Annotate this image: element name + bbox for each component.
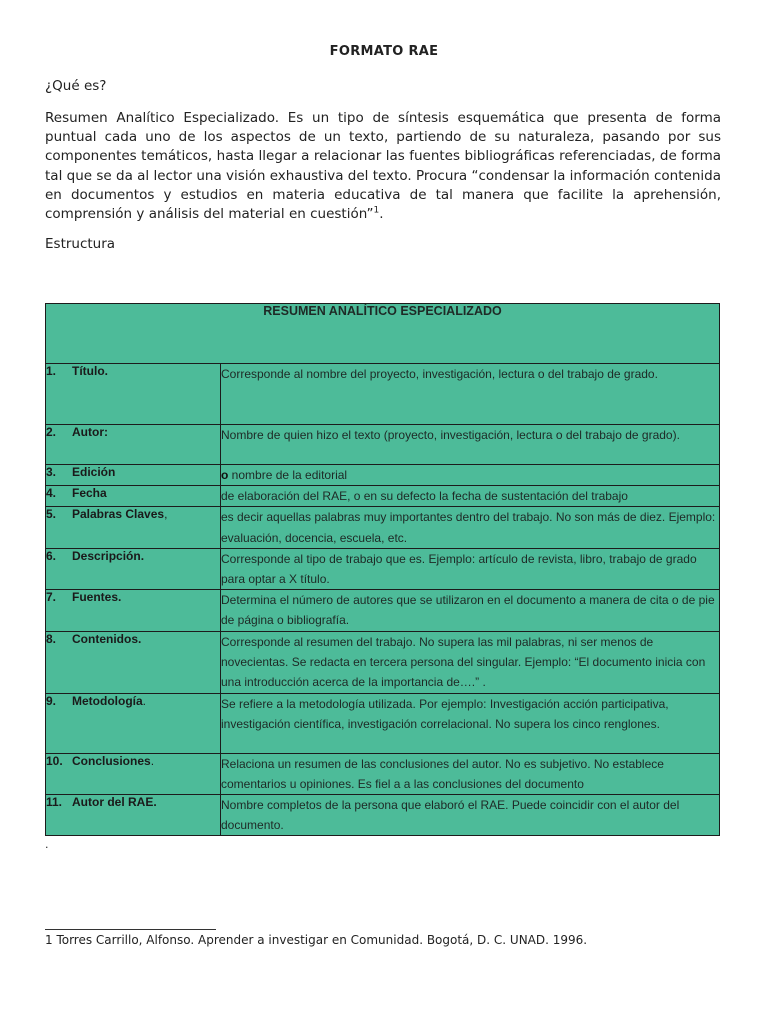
row-label-tail: . (150, 753, 155, 768)
row-description-text: Corresponde al tipo de trabajo que es. Ejemplo: artículo de revista, libro, trabajo de grado para optar a X título. (221, 551, 697, 587)
row-label-cell (46, 631, 221, 693)
row-number: 11. (46, 795, 63, 810)
table-row (46, 590, 720, 631)
rae-table (45, 303, 720, 836)
table-row (46, 507, 720, 548)
row-number: 9. (46, 693, 57, 708)
table-row (46, 693, 720, 753)
footnote-ref: 1 (373, 205, 380, 216)
table-header-row (46, 304, 720, 364)
row-description-text: nombre de la editorial (228, 468, 348, 482)
row-number: 5. (46, 507, 57, 522)
table-row (46, 425, 720, 465)
structure-label: Estructura (45, 236, 116, 252)
table-row (46, 486, 720, 507)
footnote: 1 Torres Carrillo, Alfonso. Aprender a investigar en Comunidad. Bogotá, D. C. UNAD. 1996. (45, 933, 588, 947)
row-label: Edición (72, 465, 116, 479)
row-label-cell (46, 425, 221, 465)
row-label: Autor: (72, 425, 108, 439)
row-label: Título. (72, 364, 108, 378)
table-header: RESUMEN ANALÍTICO ESPECIALIZADO (46, 304, 720, 364)
row-description-text: Corresponde al resumen del trabajo. No supera las mil palabras, ni ser menos de novecientas. Se redacta en tercera persona del singular. Ejemplo: “El documento inicia con una introducción acerca de la importancia de….” . (221, 634, 706, 690)
row-description-bold: o (221, 468, 229, 482)
row-description (221, 486, 720, 507)
row-label: Palabras Claves (72, 507, 165, 522)
row-number: 8. (46, 631, 57, 646)
row-description-text: Relaciona un resumen de las conclusiones del autor. No es subjetivo. No establece comentarios u opiniones. Es fiel a a las conclusiones del documento (221, 756, 664, 791)
document-title: FORMATO RAE (329, 44, 439, 59)
table-row (46, 364, 720, 425)
row-description-text: Nombre completos de la persona que elaboró el RAE. Puede coincidir con el autor del documento. (221, 798, 680, 833)
question-heading: ¿Qué es? (45, 78, 107, 94)
row-description (221, 631, 720, 693)
row-label-cell (46, 364, 221, 425)
row-label-cell (46, 590, 221, 631)
row-number: 1. (46, 364, 57, 378)
table-row (46, 631, 720, 693)
row-description (221, 795, 720, 836)
row-description (221, 364, 720, 425)
row-description-text: Se refiere a la metodología utilizada. Por ejemplo: Investigación acción participativa, investigación científica, investigación correlacional. No supera los cinco renglones. (221, 696, 669, 731)
intro-end: . (379, 206, 384, 223)
footnote-separator (45, 929, 216, 930)
row-label: Descripción. (72, 548, 145, 563)
row-label-cell (46, 465, 221, 486)
row-label: Metodología (72, 693, 143, 708)
row-label: Autor del RAE. (72, 795, 157, 810)
row-description-text: es decir aquellas palabras muy importantes dentro del trabajo. No son más de diez. Ejemplo: evaluación, docencia, escuela, etc. (221, 510, 716, 545)
row-description (221, 465, 720, 486)
row-label-cell (46, 507, 221, 548)
intro-text: Resumen Analítico Especializado. Es un tipo de síntesis esquemática que presenta de forma puntual cada uno de los aspectos de un texto, partiendo de su naturaleza, pasando por sus componentes temáticos, hasta llegar a relacionar las fuentes bibliográficas referenciadas, de forma tal que se da al lector una visión exhaustiva del texto. Procura “condensar la información contenida en documentos y estudios en materia educativa de tal manera que facilite la aprehensión, comprensión y análisis del material en cuestión” (45, 110, 721, 223)
row-description-text: de elaboración del RAE, o en su defecto la fecha de sustentación del trabajo (221, 489, 628, 504)
row-number: 6. (46, 548, 57, 563)
row-number: 3. (46, 465, 57, 479)
row-number: 2. (46, 425, 57, 439)
row-label: Fecha (72, 486, 107, 501)
row-label-cell (46, 753, 221, 794)
row-label-cell (46, 548, 221, 589)
row-description-text: Nombre de quien hizo el texto (proyecto, investigación, lectura o del trabajo de grado). (221, 428, 680, 442)
stray-mark: . (45, 838, 49, 851)
table-row (46, 753, 720, 794)
row-label-cell (46, 486, 221, 507)
row-label: Fuentes. (72, 590, 122, 605)
row-number: 4. (46, 486, 57, 501)
row-description (221, 693, 720, 753)
row-description (221, 753, 720, 794)
row-label-tail: , (164, 507, 168, 522)
row-label-cell (46, 795, 221, 836)
table-row (46, 795, 720, 836)
row-label: Contenidos. (72, 631, 142, 646)
row-label-tail: . (142, 693, 147, 708)
table-row (46, 465, 720, 486)
row-description (221, 507, 720, 548)
row-description (221, 425, 720, 465)
table-row (46, 548, 720, 589)
row-number: 7. (46, 590, 57, 605)
row-number: 10. (46, 753, 63, 768)
row-description (221, 548, 720, 589)
row-description (221, 590, 720, 631)
row-label-cell (46, 693, 221, 753)
intro-paragraph (45, 109, 721, 224)
row-description-text: Corresponde al nombre del proyecto, investigación, lectura o del trabajo de grado. (221, 367, 658, 381)
row-label: Conclusiones (72, 753, 151, 768)
row-description-text: Determina el número de autores que se utilizaron en el documento a manera de cita o de pie de página o bibliografía. (221, 593, 715, 628)
